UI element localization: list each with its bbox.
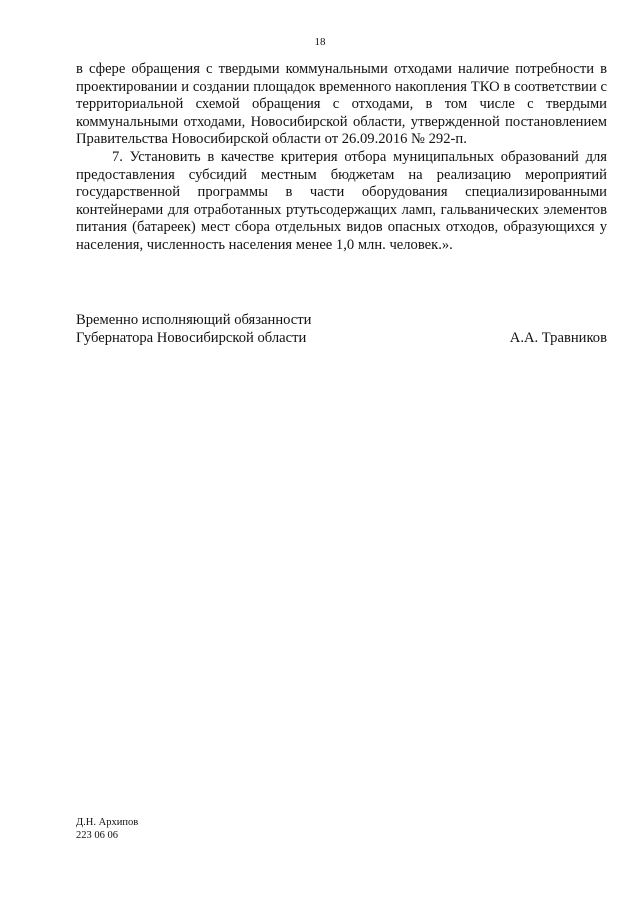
executor-name: Д.Н. Архипов xyxy=(76,817,139,828)
paragraph-continuation: в сфере обращения с твердыми коммунальными отходами наличие потребности в проектировании и создании площадок временного накопления ТКО в соответствии с территориальной схемой обращения с отходами, в том числе с твердыми коммунальными отходами, Новосибирской области, утвержденной постановлением Правительства Новосибирской области от 26.09.2016 № 292-п. xyxy=(76,61,607,148)
executor-block xyxy=(76,817,138,842)
signatory-name: А.А. Травников xyxy=(509,329,607,346)
signatory-position-line-1: Временно исполняющий обязанности xyxy=(76,312,312,328)
signature-line xyxy=(76,330,607,348)
signature-block xyxy=(76,312,607,347)
signatory-position-line-2: Губернатора Новосибирской области xyxy=(76,329,307,346)
executor-phone: 223 06 06 xyxy=(76,829,118,841)
document-body xyxy=(76,61,607,255)
page-number: 18 xyxy=(314,36,326,48)
paragraph-item-7: 7. Установить в качестве критерия отбора муниципальных образований для предоставления субсидий местным бюджетам на реализацию мероприятий государственной программы в части оборудования специализированными контейнерами для отработанных ртутьсодержащих ламп, гальванических элементов питания (батареек) мест сбора отдельных видов опасных отходов, образующихся у населения, численность населения менее 1,0 млн. человек.». xyxy=(76,148,607,253)
